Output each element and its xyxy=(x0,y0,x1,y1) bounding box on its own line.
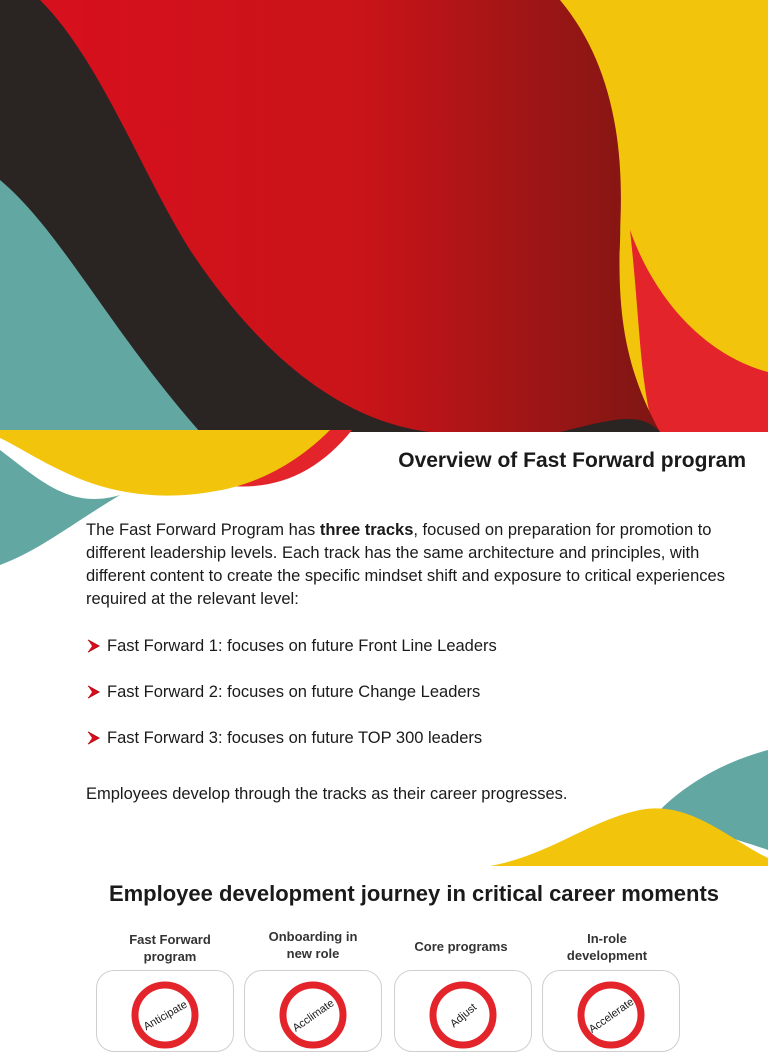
intro-text-end: , focused on preparation for promotion to different leadership levels. Each track has the same architecture and principles, with different content to create the specific mindset shift and exposure to critical experiences required at the relevant level: xyxy=(86,521,725,608)
arrowhead-bullet-icon xyxy=(86,639,107,653)
track-item xyxy=(86,726,497,750)
stage-label-line: development xyxy=(566,948,648,963)
stage-ring-text: Adjust xyxy=(448,1001,480,1031)
arrowhead-bullet-icon xyxy=(86,685,107,699)
intro-emphasis: three tracks xyxy=(319,521,414,539)
stage-label xyxy=(253,928,373,962)
track-item xyxy=(86,634,497,658)
arrowhead-bullet-icon xyxy=(86,731,107,745)
stage-ring-icon xyxy=(427,979,499,1051)
journey-stages xyxy=(0,928,768,1036)
hero-wave-artwork xyxy=(0,0,768,432)
stage-label-line: program xyxy=(143,949,197,964)
stage-label xyxy=(401,938,521,955)
stage-card xyxy=(244,970,382,1052)
track-text: Fast Forward 2: focuses on future Change Leaders xyxy=(107,682,481,701)
journey-title: Employee development journey in critical career moments xyxy=(108,881,720,906)
track-text: Fast Forward 3: focuses on future TOP 300 leaders xyxy=(107,728,483,747)
stage-label-line: Onboarding in xyxy=(268,929,358,944)
track-list xyxy=(86,634,497,772)
overview-intro-paragraph xyxy=(86,519,746,611)
stage-card xyxy=(542,970,680,1052)
track-item xyxy=(86,680,497,704)
stage-label xyxy=(110,931,230,965)
stage-ring-text: Accelerate xyxy=(586,995,637,1036)
stage-label-line: new role xyxy=(286,946,340,961)
stage-card xyxy=(96,970,234,1052)
stage-label-line: Core programs xyxy=(414,939,508,954)
stage-ring-icon xyxy=(277,979,349,1051)
closing-statement: Employees develop through the tracks as their career progresses. xyxy=(86,785,568,803)
track-text: Fast Forward 1: focuses on future Front Line Leaders xyxy=(107,636,497,655)
stage-ring-icon xyxy=(129,979,201,1051)
right-wave-decoration xyxy=(490,750,768,868)
stage-ring-icon xyxy=(575,979,647,1051)
stage-ring-text: Acclimate xyxy=(290,997,337,1035)
stage-label-line: In-role xyxy=(587,931,627,946)
stage-label-line: Fast Forward xyxy=(129,932,211,947)
stage-ring-text: Anticipate xyxy=(141,998,190,1034)
stage-card xyxy=(394,970,532,1052)
stage-label xyxy=(547,930,667,964)
overview-title: Overview of Fast Forward program xyxy=(398,449,746,472)
intro-text-start: The Fast Forward Program has xyxy=(86,521,320,539)
